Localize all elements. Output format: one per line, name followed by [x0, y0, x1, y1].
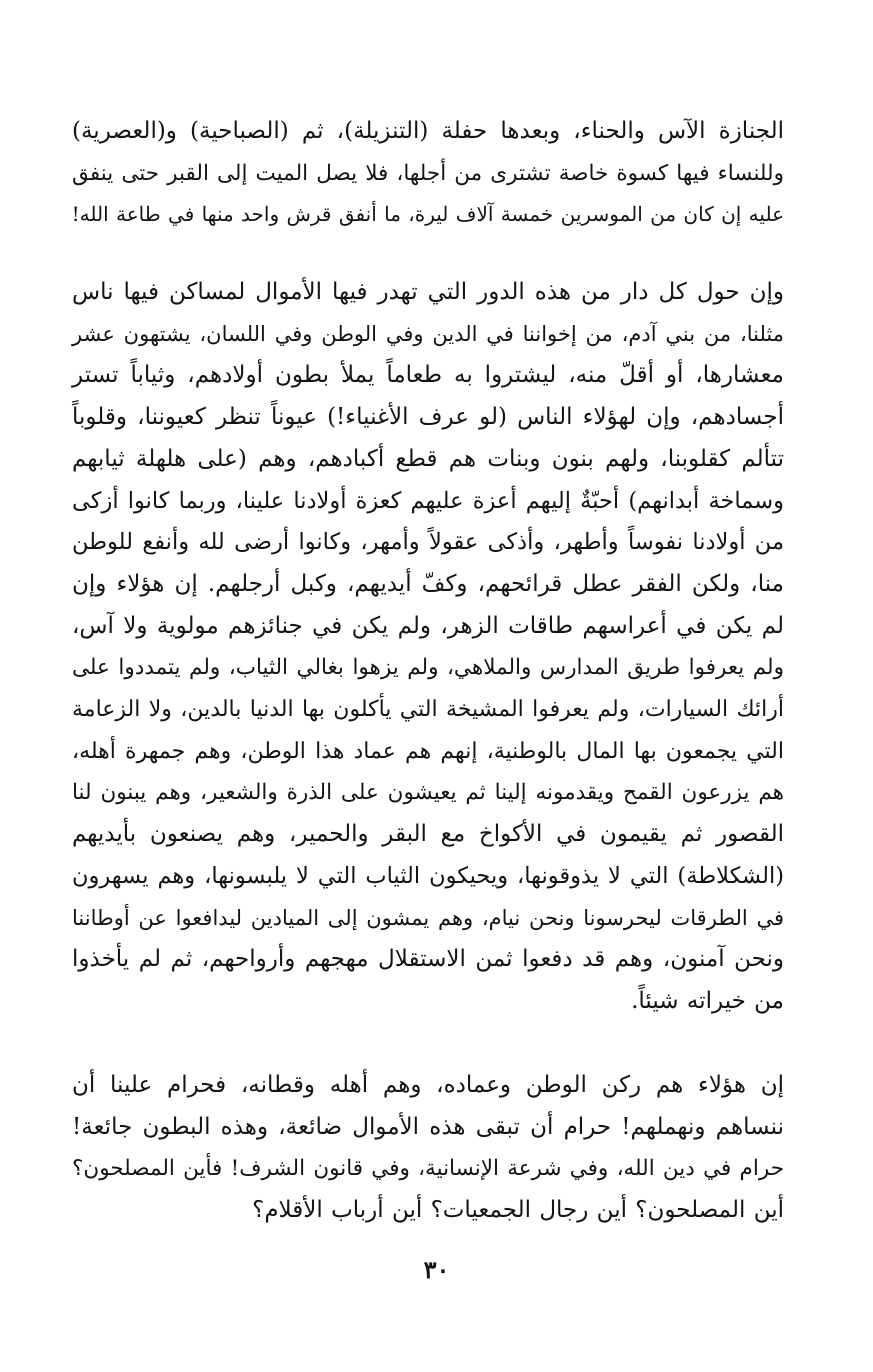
- text-line: لم يكن في أعراسهم طاقات الزهر، ولم يكن في جنائزهم مولوية ولا آس،: [72, 612, 784, 639]
- text-line: من أولادنا نفوساً وأطهر، وأذكى عقولاً وأمهر، وكانوا أرضى لله وأنفع للوطن: [72, 529, 784, 556]
- text-line: معشارها، أو أقلّ منه، ليشتروا به طعاماً يملأ بطون أولادهم، وثياباً تستر: [72, 362, 784, 389]
- text-line: أرائك السيارات، ولم يعرفوا المشيخة التي يأكلون بها الدنيا بالدين، ولا الزعامة: [72, 697, 784, 723]
- text-line: التي يجمعون بها المال بالوطنية، إنهم هم عماد هذا الوطن، وهم جمهرة أهله،: [72, 738, 784, 764]
- text-line: أجسادهم، وإن لهؤلاء الناس (لو عرف الأغنياء!) عيوناً تنظر كعيوننا، وقلوباً: [72, 404, 784, 431]
- text-line: حرام في دين الله، وفي شرعة الإنسانية، وفي قانون الشرف! فأين المصلحون؟: [72, 1156, 784, 1182]
- paragraph-funeral-expenses: [72, 111, 784, 236]
- text-line: من خيراته شيئاً.: [631, 987, 784, 1014]
- text-line: ونحن آمنون، وهم قد دفعوا ثمن الاستقلال مهجهم وأرواحهم، ثم لم يأخذوا: [72, 946, 784, 973]
- text-line: عليه إن كان من الموسرين خمسة آلاف ليرة، ما أنفق قرش واحد منها في طاعة الله!: [71, 202, 784, 227]
- text-line: وسماخة أبدانهم) أحبّةٌ إليهم أعزة عليهم كعزة أولادنا علينا، وربما كانوا أزكى: [72, 487, 784, 514]
- text-line: إن هؤلاء هم ركن الوطن وعماده، وهم أهله وقطانه، فحرام علينا أن: [72, 1072, 784, 1098]
- text-line: الجنازة الآس والحناء، وبعدها حفلة (التنزيلة)، ثم (الصباحية) و(العصرية): [72, 118, 784, 144]
- text-line: مثلنا، من بني آدم، من إخواننا في الدين وفي الوطن وفي اللسان، يشتهون عشر: [72, 321, 784, 346]
- text-line: وللنساء فيها كسوة خاصة تشترى من أجلها، فلا يصل الميت إلى القبر حتى ينفق: [72, 160, 784, 186]
- text-line: القصور ثم يقيمون في الأكواخ مع البقر والحمير، وهم يصنعون بأيديهم: [72, 821, 784, 848]
- paragraph-the-poor: [72, 272, 784, 1023]
- text-line: في الطرقات ليحرسونا ونحن نيام، وهم يمشون إلى الميادين ليدافعوا عن أوطاننا: [72, 905, 784, 930]
- text-line: أين المصلحون؟ أين رجال الجمعيات؟ أين أرباب الأقلام؟: [252, 1197, 784, 1224]
- paragraph-call-to-reformers: [72, 1065, 784, 1232]
- text-line: ولم يعرفوا طريق المدارس والملاهي، ولم يزهوا بغالي الثياب، ولم يتمددوا على: [72, 655, 784, 681]
- text-line: وإن حول كل دار من هذه الدور التي تهدر فيها الأموال لمساكن فيها ناس: [72, 279, 784, 305]
- page-number: ٣٠: [423, 1255, 450, 1284]
- text-line: تتألم كقلوبنا، ولهم بنون وبنات هم قطع أكبادهم، وهم (على هلهلة ثيابهم: [72, 445, 784, 472]
- text-line: (الشكلاطة) التي لا يذوقونها، ويحيكون الثياب التي لا يلبسونها، وهم يسهرون: [72, 862, 784, 889]
- text-line: منا، ولكن الفقر عطل قرائحهم، وكفّ أيديهم، وكبل أرجلهم. إن هؤلاء وإن: [72, 570, 784, 597]
- text-line: ننساهم ونهملهم! حرام أن تبقى هذه الأموال ضائعة، وهذه البطون جائعة!: [72, 1113, 784, 1140]
- text-line: هم يزرعون القمح ويقدمونه إلينا ثم يعيشون على الذرة والشعير، وهم يبنون لنا: [72, 780, 784, 806]
